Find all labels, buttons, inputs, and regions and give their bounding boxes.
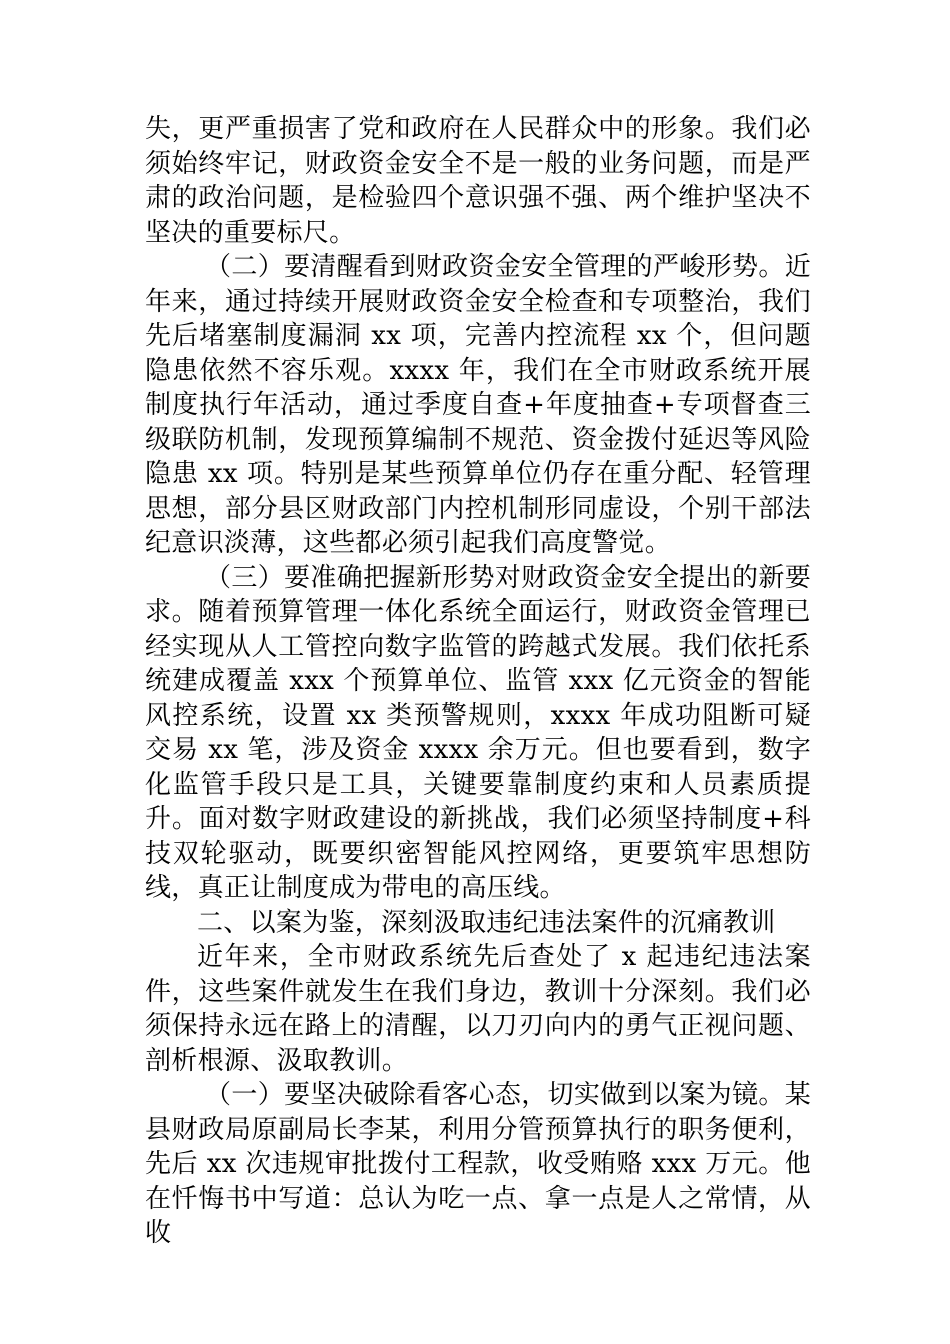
paragraph-section-2: （二）要清醒看到财政资金安全管理的严峻形势。近年来，通过持续开展财政资金安全检查和专项整治，我们先后堵塞制度漏洞 xx 项，完善内控流程 xx 个，但问题隐患依然不容乐观。xxxx 年，我们在全市财政系统开展制度执行年活动，通过季度自查+年度抽查+专项督查三级联防机制，发现预算编制不规范、资金拨付延迟等风险隐患 xx 项。特别是某些预算单位仍存在重分配、轻管理思想，部分县区财政部门内控机制形同虚设，个别干部法纪意识淡薄，这些都必须引起我们高度警觉。 xyxy=(145,252,811,558)
paragraph-intro: 近年来，全市财政系统先后查处了 x 起违纪违法案件，这些案件就发生在我们身边，教训十分深刻。我们必须保持永远在路上的清醒，以刀刃向内的勇气正视问题、剖析根源、汲取教训。 xyxy=(145,942,811,1076)
paragraph-continuation: 失，更严重损害了党和政府在人民群众中的形象。我们必须始终牢记，财政资金安全不是一般的业务问题，而是严肃的政治问题，是检验四个意识强不强、两个维护坚决不坚决的重要标尺。 xyxy=(145,114,811,248)
section-heading: 二、以案为鉴，深刻汲取违纪违法案件的沉痛教训 xyxy=(197,907,776,938)
paragraph-section-3: （三）要准确把握新形势对财政资金安全提出的新要求。随着预算管理一体化系统全面运行，财政资金管理已经实现从人工管控向数字监管的跨越式发展。我们依托系统建成覆盖 xxx 个预算单位、监管 xxx 亿元资金的智能风控系统，设置 xx 类预警规则，xxxx 年成功阻断可疑交易 xx 笔，涉及资金 xxxx 余万元。但也要看到，数字化监管手段只是工具，关键要靠制度约束和人员素质提升。面对数字财政建设的新挑战，我们必须坚持制度+科技双轮驱动，既要织密智能风控网络，更要筑牢思想防线，真正让制度成为带电的高压线。 xyxy=(145,562,811,903)
paragraph-subsection-1: （一）要坚决破除看客心态，切实做到以案为镜。某县财政局原副局长李某，利用分管预算执行的职务便利，先后 xx 次违规审批拨付工程款，收受贿赂 xxx 万元。他在忏悔书中写道：总认为吃一点、拿一点是人之常情，从收 xyxy=(145,1080,811,1248)
document-page xyxy=(145,112,811,1251)
